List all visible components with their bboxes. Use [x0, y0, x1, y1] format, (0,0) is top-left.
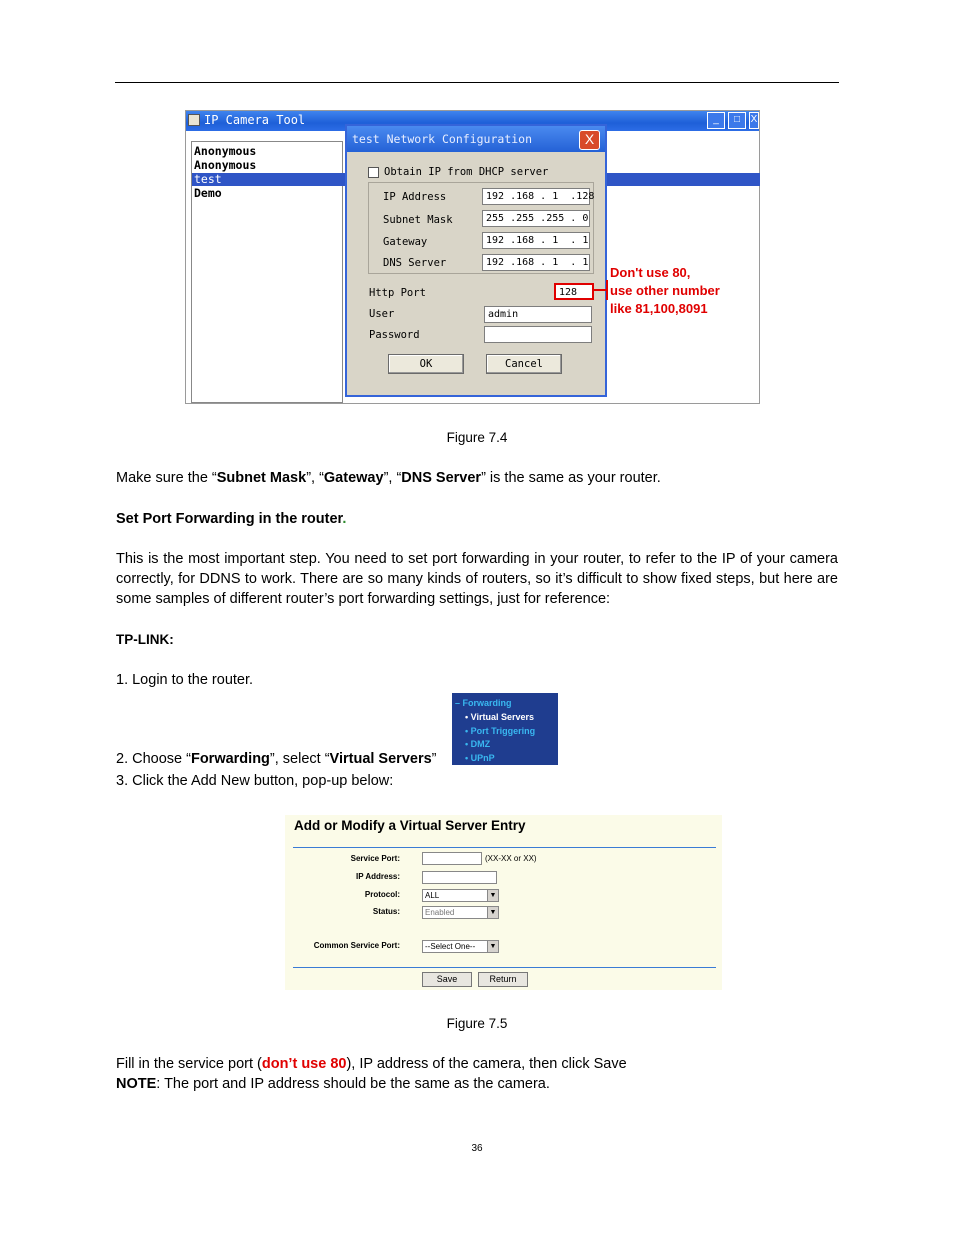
paragraph-port-forwarding: This is the most important step. You need to set port forwarding in your router, to refer to the IP of your camera correctly, for DDNS to work. There are so many kinds of routers, so it’s difficult to show fixed steps, but here are some samples of different router’s port forwarding settings, just for reference:: [116, 551, 838, 607]
user-field[interactable]: admin: [484, 306, 592, 323]
dialog-close-button[interactable]: X: [579, 130, 600, 150]
ok-button[interactable]: OK: [388, 354, 464, 374]
device-list: [191, 141, 343, 403]
common-service-port-label: Common Service Port:: [313, 941, 400, 950]
menu-dmz[interactable]: • DMZ: [465, 739, 491, 749]
save-button[interactable]: Save: [422, 972, 472, 987]
ip-address-label: IP Address:: [355, 872, 400, 881]
maximize-button[interactable]: □: [728, 112, 746, 129]
service-port-input[interactable]: [422, 852, 482, 865]
http-port-label: Http Port: [369, 287, 426, 299]
step-3: 3. Click the Add New button, pop-up below:: [116, 773, 394, 789]
paragraph-subnet: Make sure the “Subnet Mask”, “Gateway”, “DNS Server” is the same as your router.: [116, 470, 661, 486]
status-select[interactable]: Enabled ▼: [422, 906, 499, 919]
dialog-title-bar: [347, 126, 605, 152]
ip-address-label: IP Address: [383, 191, 447, 203]
ip-address-field[interactable]: 192 .168 . 1 .128: [482, 188, 590, 205]
service-port-hint: (XX-XX or XX): [485, 854, 537, 863]
app-title: IP Camera Tool: [204, 113, 306, 127]
callout-connector: [592, 289, 606, 291]
dhcp-label: Obtain IP from DHCP server: [384, 166, 549, 178]
app-icon: [188, 114, 200, 126]
annotation-line-2: use other number: [610, 283, 720, 298]
paragraph-fill-in: Fill in the service port (don’t use 80), IP address of the camera, then click Save: [116, 1056, 627, 1072]
step-1: 1. Login to the router.: [116, 672, 254, 688]
form-title: Add or Modify a Virtual Server Entry: [294, 818, 526, 833]
form-bottom-rule: [293, 967, 716, 968]
header-rule: [115, 82, 839, 83]
note-paragraph: NOTE: The port and IP address should be the same as the camera.: [116, 1076, 550, 1092]
device-item-selected[interactable]: test: [192, 173, 760, 186]
password-field[interactable]: [484, 326, 592, 343]
device-item[interactable]: Demo: [194, 186, 222, 200]
chevron-down-icon: ▼: [487, 907, 498, 918]
password-label: Password: [369, 329, 420, 341]
figure-7-5-caption: Figure 7.5: [446, 1016, 508, 1031]
common-service-port-select[interactable]: --Select One-- ▼: [422, 940, 499, 953]
dialog-title: test Network Configuration: [352, 132, 533, 146]
chevron-down-icon: ▼: [487, 890, 498, 901]
minimize-button[interactable]: _: [707, 112, 725, 129]
device-item[interactable]: Anonymous: [194, 158, 257, 172]
annotation-line-1: Don't use 80,: [610, 265, 691, 280]
http-port-field[interactable]: 128: [554, 283, 594, 300]
ip-address-input[interactable]: [422, 871, 497, 884]
page-number: 36: [471, 1143, 483, 1154]
dns-server-field[interactable]: 192 .168 . 1 . 1: [482, 254, 590, 271]
subnet-mask-field[interactable]: 255 .255 .255 . 0: [482, 210, 590, 227]
dhcp-checkbox[interactable]: [368, 167, 379, 178]
close-window-button[interactable]: X: [749, 112, 759, 129]
tplink-heading: TP-LINK:: [116, 632, 174, 647]
cancel-button[interactable]: Cancel: [486, 354, 562, 374]
menu-forwarding[interactable]: – Forwarding: [455, 698, 512, 708]
annotation-line-3: like 81,100,8091: [610, 301, 708, 316]
menu-virtual-servers[interactable]: • Virtual Servers: [465, 712, 535, 722]
subnet-mask-label: Subnet Mask: [383, 214, 453, 226]
device-item[interactable]: Anonymous: [194, 144, 257, 158]
gateway-field[interactable]: 192 .168 . 1 . 1: [482, 232, 590, 249]
virtual-server-form: [285, 815, 722, 990]
chevron-down-icon: ▼: [487, 941, 498, 952]
return-button[interactable]: Return: [478, 972, 528, 987]
form-top-rule: [293, 847, 716, 848]
step-2: 2. Choose “Forwarding”, select “Virtual Servers”: [116, 751, 437, 767]
network-config-dialog: [345, 124, 607, 397]
user-label: User: [369, 308, 395, 320]
dns-server-label: DNS Server: [383, 257, 447, 269]
section-heading: Set Port Forwarding in the router.: [116, 511, 347, 527]
protocol-select[interactable]: ALL ▼: [422, 889, 499, 902]
protocol-label: Protocol:: [364, 890, 400, 899]
status-label: Status:: [372, 907, 400, 916]
figure-7-4-caption: Figure 7.4: [446, 430, 508, 445]
menu-port-triggering[interactable]: • Port Triggering: [465, 726, 536, 736]
forwarding-menu: [452, 693, 558, 765]
gateway-label: Gateway: [383, 236, 428, 248]
callout-bracket: [606, 280, 608, 300]
service-port-label: Service Port:: [350, 854, 400, 863]
menu-upnp[interactable]: • UPnP: [465, 753, 495, 763]
